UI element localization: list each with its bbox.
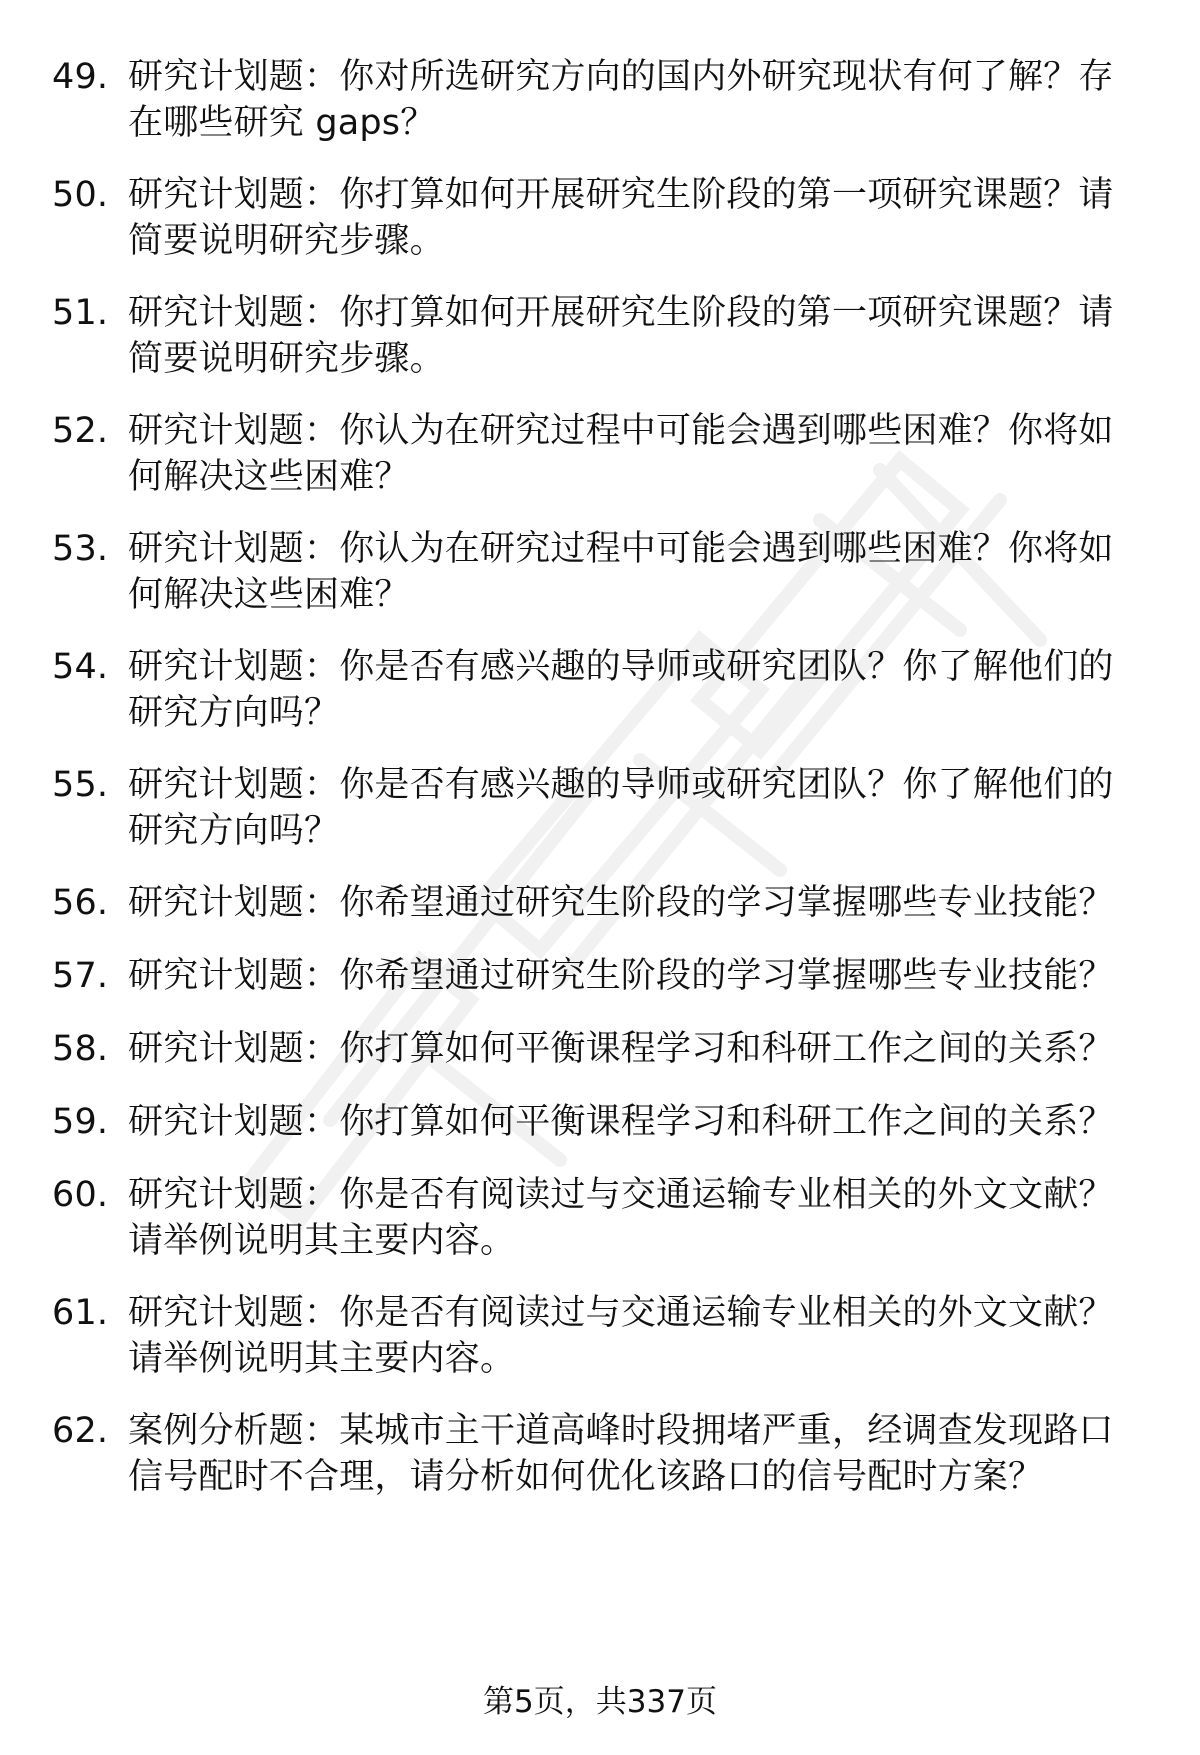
question-text: 研究计划题：你打算如何平衡课程学习和科研工作之间的关系？ xyxy=(128,1102,1114,1142)
question-number: 52. xyxy=(52,411,109,451)
question-number: 50. xyxy=(52,175,109,215)
question-number: 59. xyxy=(52,1102,109,1142)
question-number: 49. xyxy=(52,57,109,97)
question-number: 57. xyxy=(52,956,109,996)
question-text: 案例分析题：某城市主干道高峰时段拥堵严重，经调查发现路口 信号配时不合理，请分析如何优化该路口的信号配时方案？ xyxy=(128,1411,1114,1497)
question-number: 51. xyxy=(52,293,109,333)
question-number: 56. xyxy=(52,883,109,923)
question-text: 研究计划题：你希望通过研究生阶段的学习掌握哪些专业技能？ xyxy=(128,956,1114,996)
question-text: 研究计划题：你是否有感兴趣的导师或研究团队？你了解他们的 研究方向吗？ xyxy=(128,647,1114,733)
question-number: 62. xyxy=(52,1411,109,1451)
question-text: 研究计划题：你是否有阅读过与交通运输专业相关的外文文献？ 请举例说明其主要内容。 xyxy=(128,1293,1114,1379)
question-number: 61. xyxy=(52,1293,109,1333)
question-text: 研究计划题：你对所选研究方向的国内外研究现状有何了解？存 在哪些研究 gaps？ xyxy=(128,57,1114,143)
question-number: 55. xyxy=(52,765,109,805)
question-text: 研究计划题：你是否有阅读过与交通运输专业相关的外文文献？ 请举例说明其主要内容。 xyxy=(128,1175,1114,1261)
page-footer xyxy=(0,1682,1200,1722)
question-text: 研究计划题：你打算如何平衡课程学习和科研工作之间的关系？ xyxy=(128,1029,1114,1069)
question-text: 研究计划题：你认为在研究过程中可能会遇到哪些困难？你将如 何解决这些困难？ xyxy=(128,411,1114,497)
page-number-label: 第5页，共337页 xyxy=(483,1684,717,1720)
question-text: 研究计划题：你打算如何开展研究生阶段的第一项研究课题？请 简要说明研究步骤。 xyxy=(128,293,1114,379)
question-number: 54. xyxy=(52,647,109,687)
question-number: 60. xyxy=(52,1175,109,1215)
question-text: 研究计划题：你希望通过研究生阶段的学习掌握哪些专业技能？ xyxy=(128,883,1114,923)
question-text: 研究计划题：你认为在研究过程中可能会遇到哪些困难？你将如 何解决这些困难？ xyxy=(128,529,1114,615)
question-text: 研究计划题：你是否有感兴趣的导师或研究团队？你了解他们的 研究方向吗？ xyxy=(128,765,1114,851)
question-text: 研究计划题：你打算如何开展研究生阶段的第一项研究课题？请 简要说明研究步骤。 xyxy=(128,175,1114,261)
question-number: 58. xyxy=(52,1029,109,1069)
question-number: 53. xyxy=(52,529,109,569)
